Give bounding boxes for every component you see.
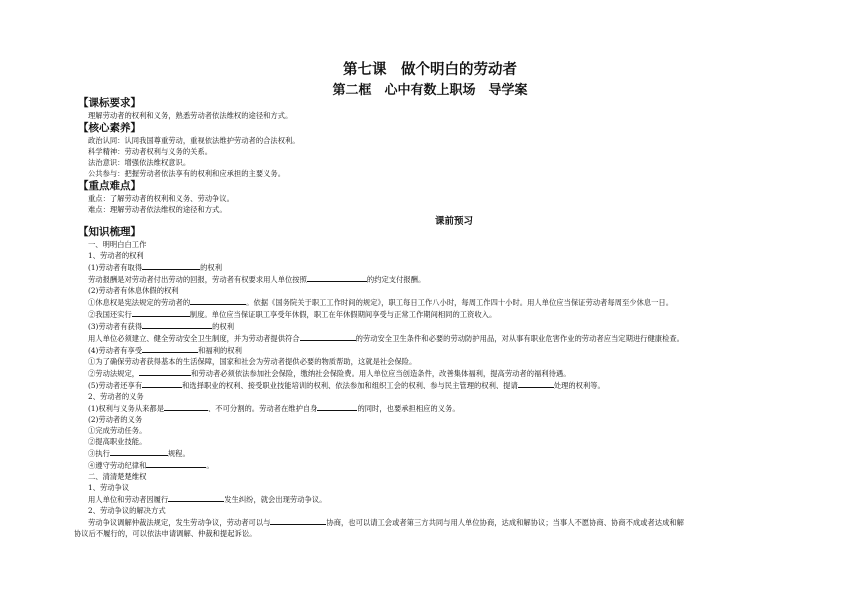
- outline-line: ②劳动法规定， 和劳动者必须依法参加社会保险，缴纳社会保险费。用人单位应当创造条件，改善集体福利，提高劳动者的福利待遇。: [88, 369, 571, 378]
- fill-in-blank[interactable]: [270, 516, 326, 525]
- outline-line: (3)劳动者有获得 的权利: [88, 322, 235, 331]
- section-heading-curriculum: 【课标要求】: [78, 97, 141, 109]
- outline-line: 二、清清楚楚维权: [88, 472, 147, 481]
- literacy-line: 公共参与：把握劳动者依法享有的权利和应承担的主要义务。: [88, 169, 286, 178]
- fill-in-blank[interactable]: [142, 261, 200, 270]
- page-subtitle: 第二框 心中有数上职场 导学案: [332, 83, 528, 98]
- outline-line: ①休息权是宪法规定的劳动者的 。依据《国务院关于职工工作时间的规定》，职工每日工作八小时，每周工作四十小时。用人单位应当保证劳动者每周至少休息一日。: [88, 298, 674, 307]
- outline-line: (5)劳动者还享有 和选择职业的权利、接受职业技能培训的权利、依法参加和组织工会的权利、参与民主管理的权利、提请 处理的权利等。: [88, 381, 605, 390]
- fill-in-blank[interactable]: [139, 367, 191, 376]
- outline-line: ②提高职业技能。: [88, 437, 147, 446]
- outline-line: (1)权利与义务从来都是 、不可分割的。劳动者在维护自身 的同时，也要承担相应的义务。: [88, 404, 460, 413]
- fill-in-blank[interactable]: [300, 332, 356, 341]
- literacy-line: 法治意识：增强依法维权意识。: [88, 158, 191, 167]
- outline-line: 一、明明白白工作: [88, 240, 147, 249]
- fill-in-blank[interactable]: [132, 308, 190, 317]
- outline-line: (1)劳动者有取得 的权利: [88, 263, 223, 272]
- fill-in-blank[interactable]: [190, 296, 246, 305]
- outline-line: 1、劳动争议: [88, 483, 130, 492]
- page-title: 第七课 做个明白的劳动者: [343, 62, 517, 78]
- fill-in-blank[interactable]: [142, 379, 182, 388]
- outline-line: 劳动争议调解仲裁法规定，发生劳动争议，劳动者可以与 协商，也可以请工会或者第三方共同与用人单位协商，达成和解协议；当事人不愿协商、协商不成或者达成和解: [88, 518, 684, 527]
- fill-in-blank[interactable]: [168, 493, 224, 502]
- fill-in-blank[interactable]: [307, 273, 367, 282]
- outline-line: (2)劳动者的义务: [88, 415, 143, 424]
- outline-line: 用人单位和劳动者因履行 发生纠纷，就会出现劳动争议。: [88, 495, 327, 504]
- outline-line: 协议后不履行的，可以依法申请调解、仲裁和提起诉讼。: [74, 529, 257, 538]
- outline-line: ④遵守劳动纪律和 。: [88, 461, 214, 470]
- worksheet-content: [74, 96, 794, 539]
- focus-line: 重点：了解劳动者的权利和义务、劳动争议。: [88, 194, 234, 203]
- literacy-line: 政治认同：认同我国尊重劳动，重视依法维护劳动者的合法权利。: [88, 136, 300, 145]
- section-heading-literacy: 【核心素养】: [78, 122, 141, 134]
- fill-in-blank[interactable]: [142, 344, 198, 353]
- curriculum-text: 理解劳动者的权利和义务，熟悉劳动者依法维权的途径和方式。: [88, 111, 293, 120]
- section-heading-knowledge: 【知识梳理】: [78, 226, 141, 238]
- fill-in-blank[interactable]: [317, 402, 357, 411]
- outline-line: (4)劳动者有享受 和福利的权利: [88, 346, 242, 355]
- focus-line: 难点：理解劳动者依法维权的途径和方式。: [88, 205, 227, 214]
- section-heading-focus: 【重点难点】: [78, 180, 141, 192]
- fill-in-blank[interactable]: [110, 447, 168, 456]
- outline-line: ①为了确保劳动者获得基本的生活保障，国家和社会为劳动者提供必要的物质帮助，这就是社会保险。: [88, 357, 417, 366]
- preview-heading: 课前预习: [434, 216, 473, 227]
- fill-in-blank[interactable]: [164, 402, 208, 411]
- literacy-line: 科学精神：劳动者权利与义务的关系。: [88, 147, 213, 156]
- outline-line: ①完成劳动任务。: [88, 426, 147, 435]
- fill-in-blank[interactable]: [142, 320, 212, 329]
- fill-in-blank[interactable]: [518, 379, 554, 388]
- outline-line: 2、劳动争议的解决方式: [88, 506, 166, 515]
- outline-line: (2)劳动者有休息休假的权利: [88, 286, 179, 295]
- outline-line: ②我国还实行 制度。单位应当保证职工享受年休假，职工在年休假期间享受与正常工作期间相同的工资收入。: [88, 310, 497, 319]
- fill-in-blank[interactable]: [146, 459, 206, 468]
- outline-line: 用人单位必须建立、健全劳动安全卫生制度，并为劳动者提供符合 的劳动安全卫生条件和必要的劳动防护用品，对从事有职业危害作业的劳动者应当定期进行健康检查。: [88, 334, 684, 343]
- outline-line: 劳动报酬是对劳动者付出劳动的回报，劳动者有权要求用人单位按照 的约定支付报酬。: [88, 275, 426, 284]
- outline-line: 1、劳动者的权利: [88, 251, 144, 260]
- outline-line: ③执行 规程。: [88, 449, 190, 458]
- outline-line: 2、劳动者的义务: [88, 392, 144, 401]
